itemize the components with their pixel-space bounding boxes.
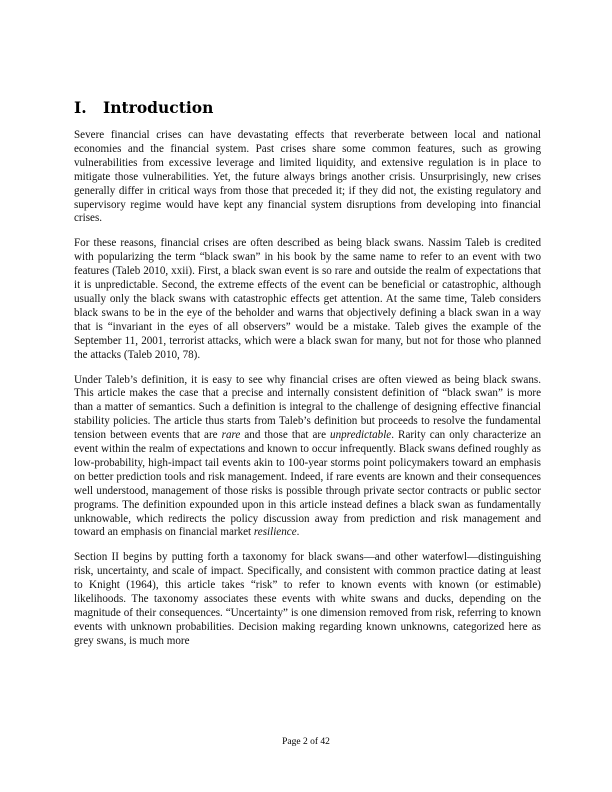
section-heading [74, 98, 541, 117]
paragraph-4: Section II begins by putting forth a taxonomy for black swans—and other waterfowl—distinguishing risk, uncertainty, and scale of impact. Specifically, and consistent with common practice dating at least to Knight (1964), this article takes “risk” to refer to known events with known (or estimable) likelihoods. The taxonomy associates these events with white swans and ducks, depending on the magnitude of their consequences. “Uncertainty” is one dimension removed from risk, referring to known events with unknown probabilities. Decision making regarding known unknowns, categorized here as grey swans, is much more [74, 551, 541, 647]
paragraph-3-part-c: . Rarity can only characterize an event within the realm of expectations and known to occur infrequently. Black swans defined roughly as low-probability, high-impact tail events akin to 100-year storms point policymakers toward an emphasis on better prediction tools and risk management. Indeed, if rare events are known and their consequences well understood, management of those risks is possible through private sector contracts or public sector programs. The definition expounded upon in this article instead defines a black swan as fundamentally unknowable, which redirects the policy discussion away from prediction and risk management and toward an emphasis on financial market [74, 429, 541, 539]
emphasis-rare: rare [221, 429, 241, 442]
page-content [74, 98, 541, 660]
paragraph-3 [74, 374, 541, 541]
paragraph-1: Severe financial crises can have devastating effects that reverberate between local and national economies and the financial system. Past crises share some common features, such as growing vulnerabilities from excessive leverage and limited liquidity, and extensive regulation is in place to mitigate those vulnerabilities. Yet, the future always brings another crisis. Unsurprisingly, new crises generally differ in critical ways from those that preceded it; if they did not, the existing regulatory and supervisory regime would have kept any financial system disruptions from developing into financial crises. [74, 129, 541, 225]
page-footer [0, 737, 612, 747]
paragraph-3-part-d: . [296, 526, 300, 539]
section-title: Introduction [103, 98, 214, 117]
paragraph-3-part-b: and those that are [240, 429, 331, 442]
paragraph-2: For these reasons, financial crises are often described as being black swans. Nassim Taleb is credited with popularizing the term “black swan” in his book by the same name to refer to an event with two features (Taleb 2010, xxii). First, a black swan event is so rare and outside the realm of expectations that it is unpredictable. Second, the extreme effects of the event can be beneficial or catastrophic, although usually only the black swans with catastrophic effects get attention. At the same time, Taleb considers black swans to be in the eye of the beholder and warns that objectively defining a black swan in a way that is “invariant in the eyes of all observers” would be a mistake. Taleb gives the example of the September 11, 2001, terrorist attacks, which were a black swan for many, but not for those who planned the attacks (Taleb 2010, 78). [74, 237, 541, 361]
page-number-label: Page 2 of 42 [282, 737, 330, 747]
emphasis-unpredictable: unpredictable [330, 429, 392, 442]
section-number: I. [74, 98, 87, 117]
paragraph-3-part-a: Under Taleb’s definition, it is easy to see why financial crises are often viewed as being black swans. This article makes the case that a precise and internally consistent definition of “black swan” is more than a matter of semantics. Such a definition is integral to the challenge of designing effective financial stability policies. The article thus starts from Taleb’s definition but proceeds to resolve the fundamental tension between events that are [74, 373, 541, 442]
emphasis-resilience: resilience [253, 526, 297, 539]
